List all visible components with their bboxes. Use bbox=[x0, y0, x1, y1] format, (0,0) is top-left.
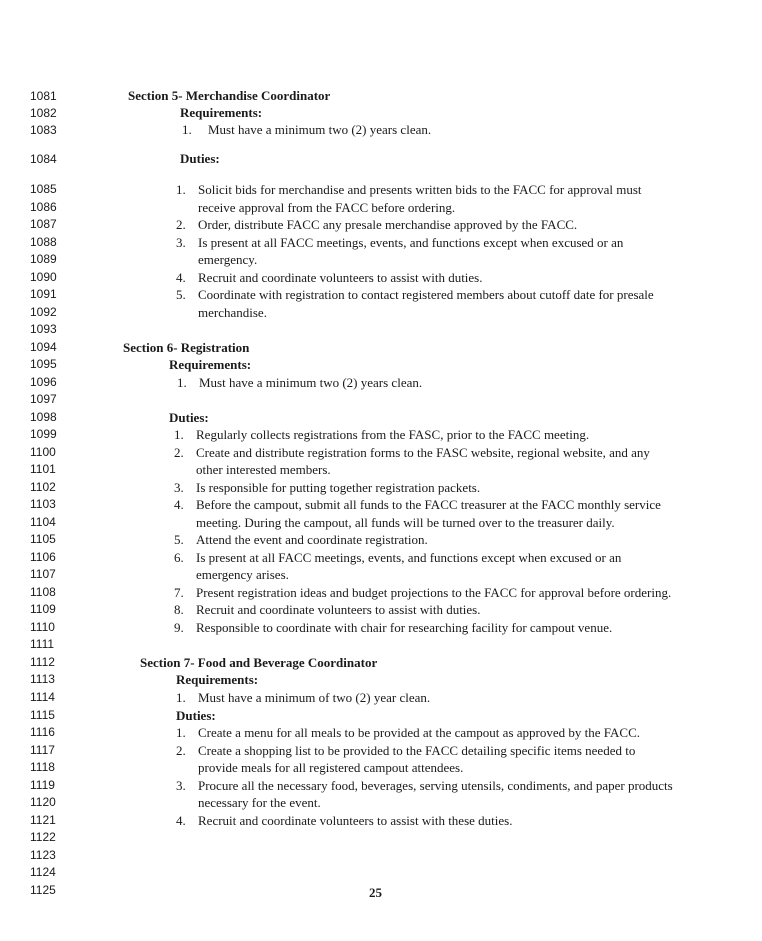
list-item: 5. Coordinate with registration to contact registered members about cutoff date for presale bbox=[176, 287, 654, 302]
line-number: 1093 bbox=[30, 322, 57, 336]
line-number: 1121 bbox=[30, 813, 56, 827]
list-item-continuation: merchandise. bbox=[198, 305, 267, 320]
section-title: Section 5- Merchandise Coordinator bbox=[128, 88, 331, 103]
line-number: 1096 bbox=[30, 375, 57, 389]
line-number: 1122 bbox=[30, 830, 56, 844]
requirements-heading: Requirements: bbox=[180, 105, 263, 120]
list-item: 3. Is present at all FACC meetings, events, and functions except when excused or an bbox=[176, 235, 624, 250]
list-item: 1. Solicit bids for merchandise and presents written bids to the FACC for approval must bbox=[176, 182, 642, 197]
list-item: 3. Is responsible for putting together registration packets. bbox=[174, 480, 481, 495]
duties-heading: Duties: bbox=[169, 410, 209, 425]
line-number: 1094 bbox=[30, 340, 57, 354]
list-item: 7. Present registration ideas and budget projections to the FACC for approval before ordering. bbox=[174, 585, 672, 600]
duties-heading: Duties: bbox=[176, 708, 216, 723]
line-number: 1124 bbox=[30, 865, 56, 879]
list-item: 1. Must have a minimum two (2) years clean. bbox=[182, 122, 432, 137]
line-number: 1113 bbox=[30, 672, 55, 686]
line-number: 1095 bbox=[30, 357, 57, 371]
list-item-continuation: receive approval from the FACC before ordering. bbox=[198, 200, 456, 215]
line-number: 1119 bbox=[30, 778, 55, 792]
list-item: 8. Recruit and coordinate volunteers to assist with duties. bbox=[174, 602, 481, 617]
list-item: 2. Order, distribute FACC any presale merchandise approved by the FACC. bbox=[176, 217, 578, 232]
line-number: 1109 bbox=[30, 602, 56, 616]
section-title: Section 7- Food and Beverage Coordinator bbox=[140, 655, 378, 670]
list-item: 4. Recruit and coordinate volunteers to assist with these duties. bbox=[176, 813, 513, 828]
line-number: 1116 bbox=[30, 725, 55, 739]
line-number: 1110 bbox=[30, 620, 55, 634]
list-item: 2. Create and distribute registration forms to the FASC website, regional website, and any bbox=[174, 445, 650, 460]
line-number: 1087 bbox=[30, 217, 57, 231]
line-number: 1114 bbox=[30, 690, 55, 704]
line-number: 1117 bbox=[30, 743, 55, 757]
list-item: 6. Is present at all FACC meetings, events, and functions except when excused or an bbox=[174, 550, 622, 565]
list-item-continuation: meeting. During the campout, all funds will be turned over to the treasurer daily. bbox=[196, 515, 615, 530]
list-item-continuation: other interested members. bbox=[196, 462, 331, 477]
requirements-heading: Requirements: bbox=[169, 357, 252, 372]
page-number: 25 bbox=[369, 885, 382, 900]
list-item-continuation: emergency. bbox=[198, 252, 258, 267]
line-number: 1118 bbox=[30, 760, 55, 774]
line-number: 1081 bbox=[30, 89, 57, 103]
line-number: 1086 bbox=[30, 200, 57, 214]
line-number: 1115 bbox=[30, 708, 55, 722]
line-number: 1098 bbox=[30, 410, 57, 424]
line-number: 1083 bbox=[30, 123, 57, 137]
line-number: 1103 bbox=[30, 497, 56, 511]
list-item-continuation: emergency arises. bbox=[196, 567, 289, 582]
line-number: 1120 bbox=[30, 795, 56, 809]
line-number: 1089 bbox=[30, 252, 57, 266]
list-item-continuation: provide meals for all registered campout attendees. bbox=[198, 760, 464, 775]
line-number: 1082 bbox=[30, 106, 57, 120]
line-number: 1101 bbox=[30, 462, 56, 476]
line-number: 1106 bbox=[30, 550, 56, 564]
line-number: 1112 bbox=[30, 655, 55, 669]
list-item: 5. Attend the event and coordinate registration. bbox=[174, 532, 428, 547]
line-number: 1107 bbox=[30, 567, 56, 581]
line-number: 1092 bbox=[30, 305, 57, 319]
requirements-heading: Requirements: bbox=[176, 672, 259, 687]
line-number: 1085 bbox=[30, 182, 57, 196]
line-number: 1090 bbox=[30, 270, 57, 284]
list-item-continuation: necessary for the event. bbox=[198, 795, 321, 810]
line-number: 1084 bbox=[30, 152, 57, 166]
line-number: 1100 bbox=[30, 445, 56, 459]
line-number: 1111 bbox=[30, 637, 55, 651]
line-number: 1099 bbox=[30, 427, 57, 441]
list-item: 2. Create a shopping list to be provided to the FACC detailing specific items needed to bbox=[176, 743, 636, 758]
line-number: 1091 bbox=[30, 287, 57, 301]
list-item: 4. Before the campout, submit all funds to the FACC treasurer at the FACC monthly service bbox=[174, 497, 661, 512]
list-item: 1. Must have a minimum two (2) years clean. bbox=[177, 375, 423, 390]
section-title: Section 6- Registration bbox=[123, 340, 250, 355]
list-item: 1. Create a menu for all meals to be provided at the campout as approved by the FACC. bbox=[176, 725, 640, 740]
line-number: 1102 bbox=[30, 480, 56, 494]
line-number: 1125 bbox=[30, 883, 56, 897]
list-item: 9. Responsible to coordinate with chair for researching facility for campout venue. bbox=[174, 620, 613, 635]
duties-heading: Duties: bbox=[180, 151, 220, 166]
list-item: 3. Procure all the necessary food, beverages, serving utensils, condiments, and paper products bbox=[176, 778, 673, 793]
list-item: 1. Must have a minimum of two (2) year clean. bbox=[176, 690, 431, 705]
line-number: 1108 bbox=[30, 585, 56, 599]
line-number: 1097 bbox=[30, 392, 57, 406]
line-number: 1088 bbox=[30, 235, 57, 249]
list-item: 4. Recruit and coordinate volunteers to assist with duties. bbox=[176, 270, 483, 285]
line-number: 1104 bbox=[30, 515, 56, 529]
line-number: 1105 bbox=[30, 532, 56, 546]
list-item: 1. Regularly collects registrations from the FASC, prior to the FACC meeting. bbox=[174, 427, 590, 442]
line-number: 1123 bbox=[30, 848, 56, 862]
